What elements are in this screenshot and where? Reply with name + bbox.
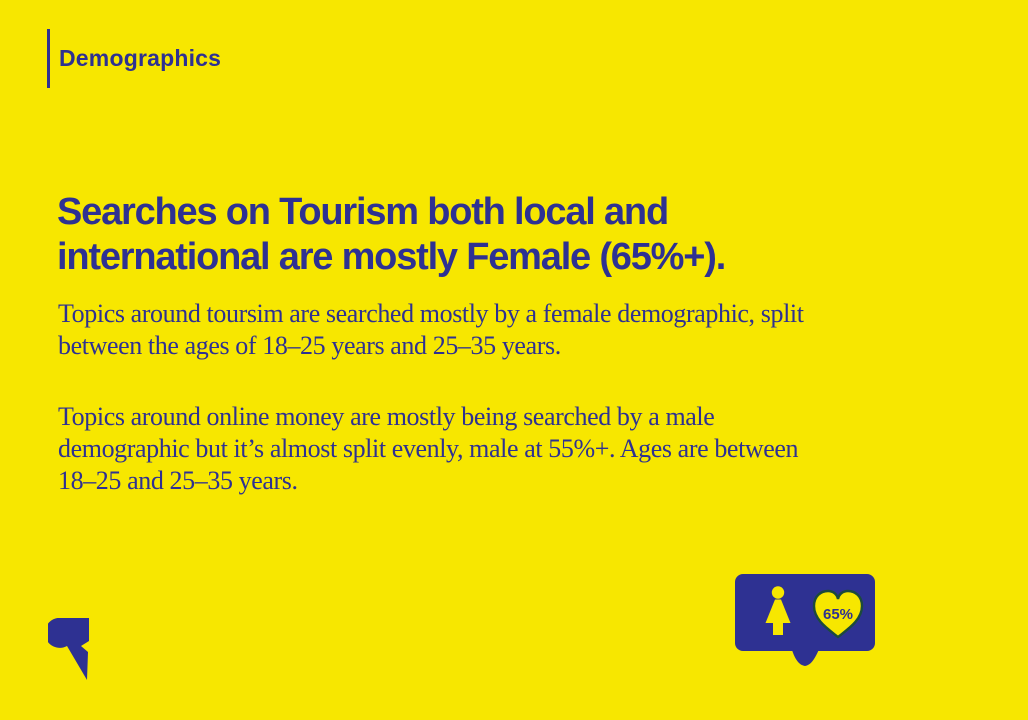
kicker-accent-bar <box>47 29 50 88</box>
paragraph-line: Topics around online money are mostly being searched by a male <box>58 402 715 431</box>
headline-line-2: international are mostly Female (65%+). <box>57 236 726 278</box>
heart-percentage-label: 65% <box>822 606 854 623</box>
paragraph-line: 18–25 and 25–35 years. <box>58 466 298 495</box>
quote-mark-logo <box>48 618 89 680</box>
female-legs <box>773 623 783 635</box>
quote-mark-shape <box>48 618 89 680</box>
body-paragraph-2 <box>58 401 798 497</box>
notification-badge <box>735 573 877 670</box>
paragraph-line: between the ages of 18–25 years and 25–35 years. <box>58 331 561 360</box>
body-paragraph-1 <box>58 298 804 362</box>
speech-bubble-tail <box>791 647 820 666</box>
paragraph-line: demographic but it’s almost split evenly, male at 55%+. Ages are between <box>58 434 799 463</box>
headline <box>57 190 725 280</box>
female-head <box>772 586 784 598</box>
section-kicker: Demographics <box>59 45 222 71</box>
paragraph-line: Topics around toursim are searched mostly by a female demographic, split <box>58 299 804 328</box>
headline-line-1: Searches on Tourism both local and <box>57 191 668 233</box>
